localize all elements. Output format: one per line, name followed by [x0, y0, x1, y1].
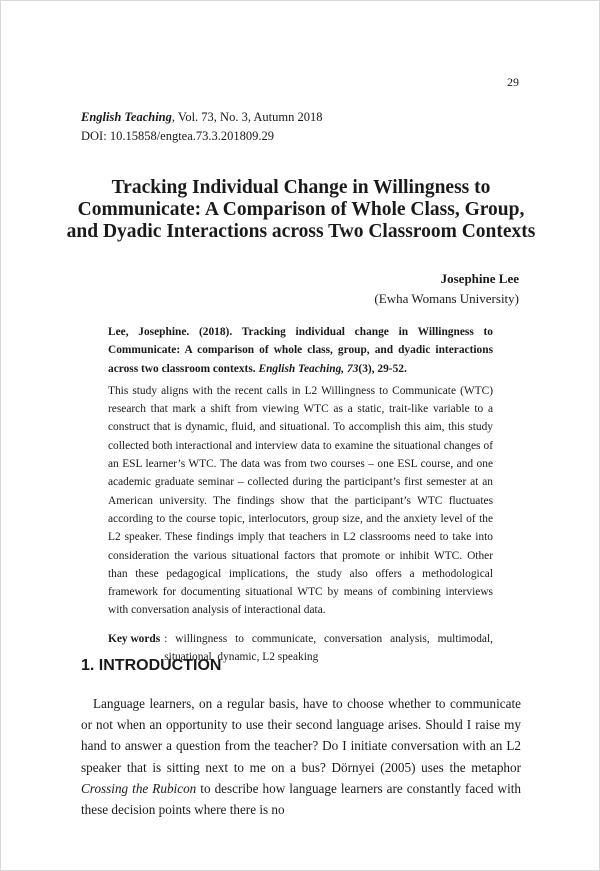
- abstract-block: [108, 323, 493, 666]
- paper-title: Tracking Individual Change in Willingness to Communicate: A Comparison of Whole Class, Group, and Dyadic Interactions across Two Classroom Contexts: [66, 177, 536, 242]
- author-affiliation: (Ewha Womans University): [374, 291, 519, 306]
- keywords-text: : willingness to communicate, conversation analysis, multimodal, situational, dynamic, L2 speaking: [164, 632, 493, 664]
- keywords-label: Key words: [108, 632, 161, 645]
- citation-suffix: (3), 29-52.: [358, 362, 407, 375]
- journal-volume: , Vol. 73, No. 3, Autumn 2018: [171, 110, 323, 124]
- para-end: to describe how language learners are constantly faced with these decision points where there is no: [81, 780, 521, 818]
- journal-info: [81, 108, 323, 146]
- journal-citation-line: [81, 108, 323, 127]
- journal-name: English Teaching: [81, 110, 172, 124]
- author-name: Josephine Lee: [440, 271, 519, 286]
- journal-doi: DOI: 10.15858/engtea.73.3.201809.29: [81, 129, 275, 143]
- citation-prefix: Lee, Josephine. (2018). Tracking individual change in Willingness to Communicate: A comparison of whole class, group, and dyadic interactions across two classroom contexts.: [108, 326, 493, 375]
- body-paragraph: [81, 693, 521, 820]
- citation: [108, 323, 493, 378]
- para-start: Language learners, on a regular basis, have to choose whether to communicate or not when an opportunity to use their second language arises. Should I raise my hand to answer a question from the teacher? Do I initiate conversation with an L2 speaker that is sitting next to me on a bus? Dörnyei (2005) uses the metaphor: [81, 696, 521, 775]
- para-italic: Crossing the Rubicon: [81, 780, 197, 796]
- abstract-text: This study aligns with the recent calls in L2 Willingness to Communicate (WTC) research that mark a shift from viewing WTC as a static, trait-like variable to a construct that is dynamic, fluid, and situational. To accomplish this aim, this study collected both interactional and interview data to examine the situational changes of an ESL learner’s WTC. The data was from two courses – one ESL course, and one academic graduate seminar – collected during the participant’s first semester at an American university. The findings show that the participant’s WTC fluctuates according to the course topic, interlocutors, group size, and the anxiety level of the L2 speaker. These findings imply that teachers in L2 classrooms need to take into consideration the various situational factors that promote or inhibit WTC. Other than these pedagogical implications, the study also offers a methodological framework for documenting situational WTC by means of combining interviews with conversation analysis of interactional data.: [108, 384, 493, 617]
- section-heading: 1. INTRODUCTION: [81, 657, 222, 674]
- citation-journal: English Teaching, 73: [258, 362, 359, 375]
- page-number: 29: [507, 75, 519, 89]
- author-block: [374, 269, 519, 309]
